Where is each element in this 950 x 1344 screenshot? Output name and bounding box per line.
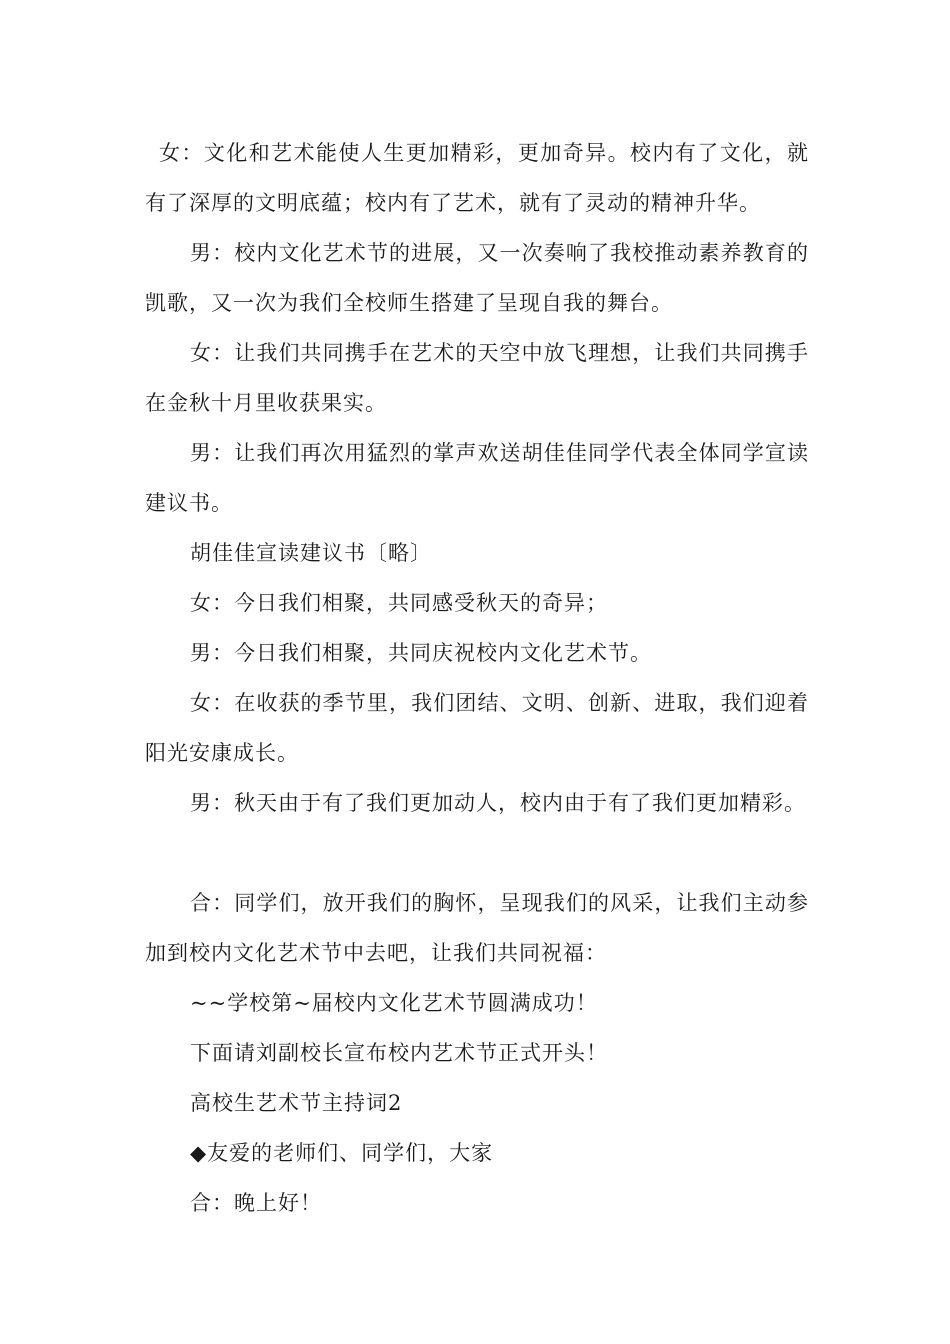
paragraph-announcement: 下面请刘副校长宣布校内艺术节正式开头！	[190, 1041, 608, 1065]
paragraph-female-join-hands: 女：让我们共同携手在艺术的天空中放飞理想，让我们共同携手在金秋十月里收获果实。	[145, 341, 809, 415]
paragraph-good-evening: 合：晚上好！	[190, 1191, 322, 1215]
paragraph-greeting: ◆友爱的老师们、同学们，大家	[190, 1141, 494, 1165]
paragraph-female-gathering: 女：今日我们相聚，共同感受秋天的奇异；	[190, 591, 608, 615]
paragraph-proposal-reading: 胡佳佳宣读建议书〔略〕	[190, 541, 432, 565]
section-heading: 高校生艺术节主持词2	[190, 1091, 403, 1115]
paragraph-male-gathering: 男：今日我们相聚，共同庆祝校内文化艺术节。	[190, 641, 652, 665]
paragraph-male-applause: 男：让我们再次用猛烈的掌声欢送胡佳佳同学代表全体同学宣读建议书。	[145, 441, 809, 515]
document-body	[145, 128, 809, 1228]
paragraph-together-call: 合：同学们，放开我们的胸怀，呈现我们的风采，让我们主动参加到校内文化艺术节中去吧，让我们共同祝福：	[145, 891, 809, 965]
paragraph-blessing: ~~学校第~届校内文化艺术节圆满成功！	[190, 991, 598, 1015]
paragraph-female-harvest: 女：在收获的季节里，我们团结、文明、创新、进取，我们迎着阳光安康成长。	[145, 691, 809, 765]
paragraph-male-autumn: 男：秋天由于有了我们更加动人，校内由于有了我们更加精彩。	[190, 791, 806, 815]
paragraph-female-opening: 女：文化和艺术能使人生更加精彩，更加奇异。校内有了文化，就有了深厚的文明底蕴；校内有了艺术，就有了灵动的精神升华。	[145, 141, 809, 215]
paragraph-male-festival-progress: 男：校内文化艺术节的进展，又一次奏响了我校推动素养教育的凯歌，又一次为我们全校师生搭建了呈现自我的舞台。	[145, 241, 809, 315]
